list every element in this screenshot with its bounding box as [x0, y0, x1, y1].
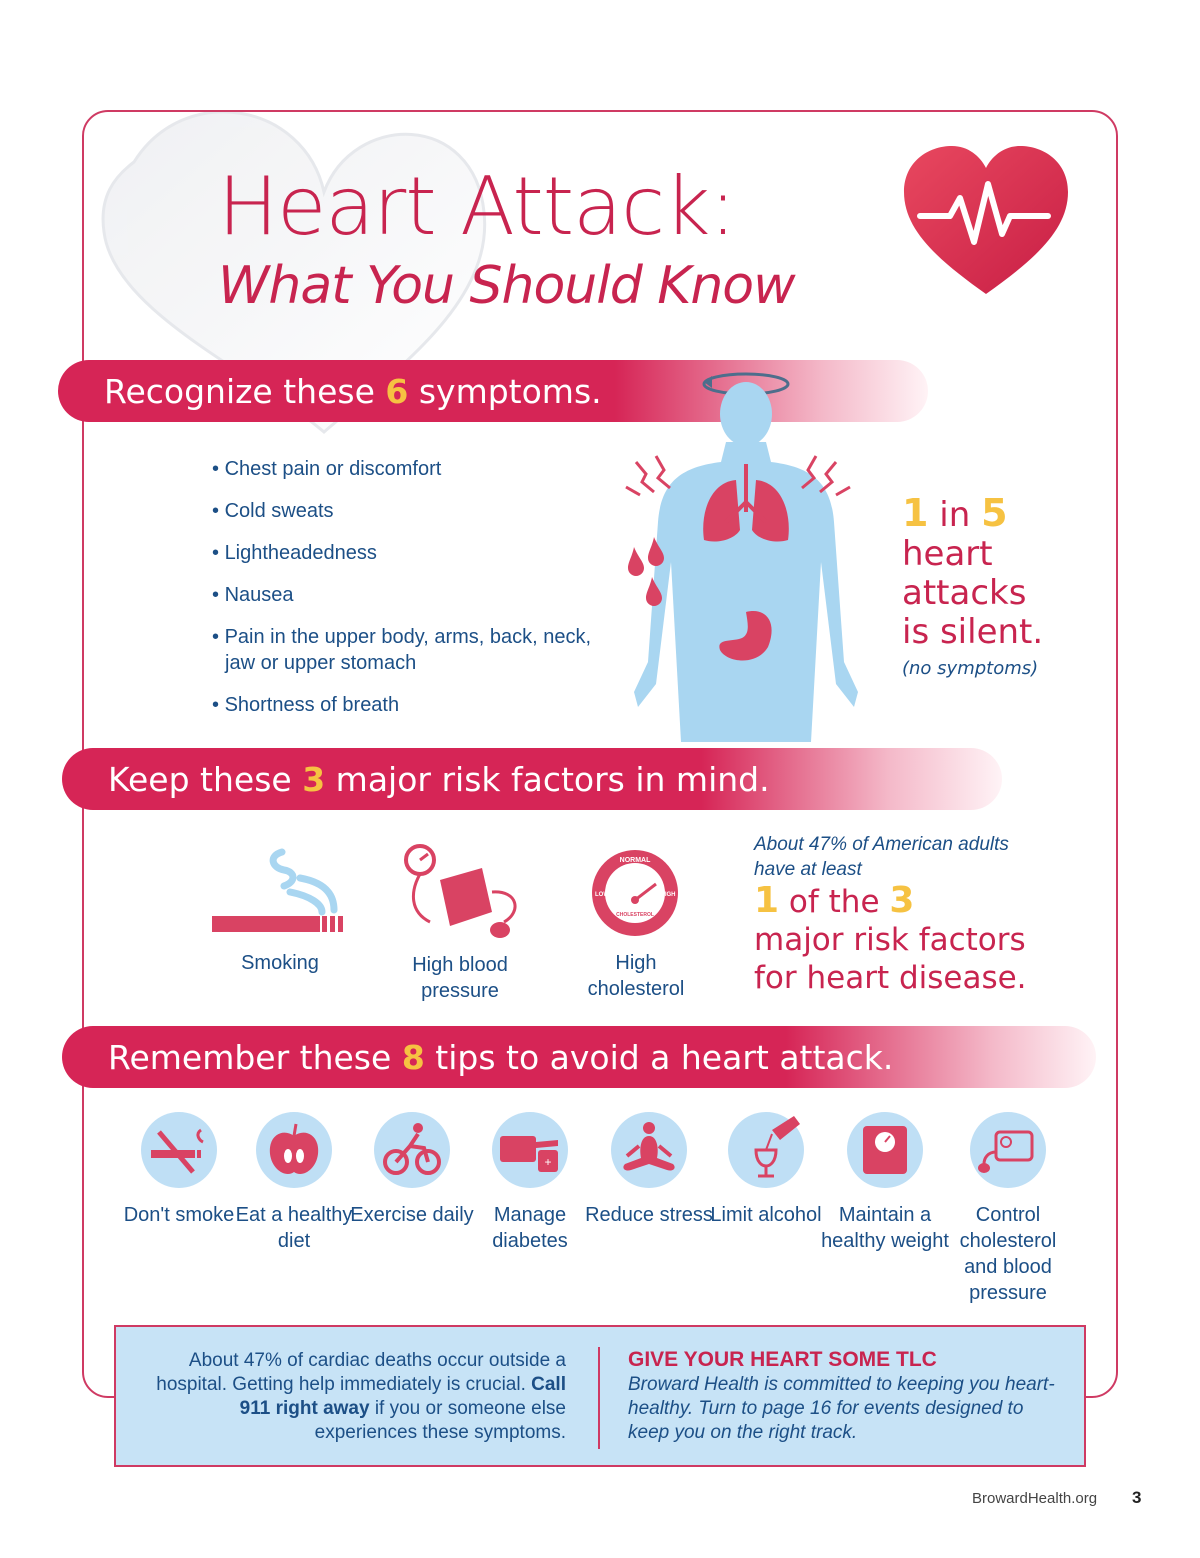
banner-text-pre: Recognize these	[104, 371, 375, 411]
website-url: BrowardHealth.org	[972, 1490, 1098, 1507]
stat-number-one: 1	[902, 491, 929, 535]
tips-banner	[62, 1026, 1096, 1088]
heartbeat-heart-icon	[898, 142, 1074, 302]
apple-icon	[256, 1112, 332, 1188]
blood-pressure-cuff-icon	[970, 1112, 1046, 1188]
divider	[598, 1347, 600, 1449]
banner-number: 8	[401, 1037, 425, 1077]
tip-label: Don't smoke	[123, 1204, 235, 1226]
symptoms-list	[212, 456, 592, 734]
call-911-emphasis: Call 911 right away	[239, 1374, 566, 1419]
callout-box	[114, 1325, 1086, 1467]
stat-intro: About 47% of American adults have at least	[754, 834, 1009, 880]
risk-factor-label: High blood pressure	[412, 954, 508, 1002]
tip-label: Reduce stress	[585, 1204, 713, 1226]
stat-line: heart	[902, 534, 993, 574]
stat-number-five: 5	[981, 491, 1008, 535]
gauge-right-label: HIGH	[660, 892, 676, 898]
gauge-top-label: NORMAL	[619, 857, 651, 864]
page-number: 3	[1132, 1488, 1142, 1507]
glucose-meter-icon	[492, 1112, 568, 1188]
tip-item	[820, 1112, 950, 1254]
page-subtitle: What You Should Know	[218, 256, 795, 316]
silent-heart-attack-stat	[902, 491, 1044, 679]
stat-number-one: 1	[754, 880, 780, 921]
symptom-item: • Chest pain or discomfort	[212, 456, 592, 482]
stat-line: for heart disease.	[754, 960, 1027, 996]
risk-factor-stat	[754, 832, 1044, 997]
banner-text-post: tips to avoid a heart attack.	[435, 1037, 894, 1077]
tlc-heading: GIVE YOUR HEART SOME TLC	[628, 1348, 937, 1371]
tip-item	[701, 1112, 831, 1228]
svg-text:+: +	[544, 1155, 552, 1169]
page-title: Heart Attack:	[218, 160, 736, 253]
tip-item	[347, 1112, 477, 1228]
symptom-item: • Cold sweats	[212, 498, 592, 524]
blood-pressure-icon	[400, 842, 526, 942]
wine-pour-icon	[728, 1112, 804, 1188]
tip-label: Eat a healthy diet	[235, 1204, 353, 1252]
tip-item	[114, 1112, 244, 1228]
tlc-text: Broward Health is committed to keeping you heart-healthy. Turn to page 16 for events designed to keep you on the right track.	[628, 1374, 1055, 1443]
stat-note: (no symptoms)	[902, 658, 1039, 679]
emergency-callout	[140, 1349, 566, 1445]
tip-label: Exercise daily	[350, 1204, 474, 1226]
cyclist-icon	[374, 1112, 450, 1188]
callout-text: if you or someone else experiences these symptoms.	[314, 1398, 566, 1443]
stat-number-three: 3	[889, 880, 915, 921]
tip-label: Limit alcohol	[710, 1204, 822, 1226]
banner-number: 3	[302, 759, 326, 799]
banner-text-post: symptoms.	[418, 371, 602, 411]
cholesterol-gauge-icon	[590, 848, 680, 938]
risk-factors-banner	[62, 748, 1002, 810]
no-smoking-icon	[141, 1112, 217, 1188]
symptom-item: • Nausea	[212, 582, 592, 608]
stat-line: attacks	[902, 573, 1027, 613]
banner-text-pre: Remember these	[108, 1037, 392, 1077]
symptom-item: • Pain in the upper body, arms, back, neck, jaw or upper stomach	[212, 624, 592, 676]
stat-in: in	[939, 495, 971, 535]
scale-icon	[847, 1112, 923, 1188]
banner-text-post: major risk factors in mind.	[335, 759, 770, 799]
risk-factor-label: High cholesterol	[587, 952, 685, 1000]
tip-label: Maintain a healthy weight	[821, 1204, 949, 1252]
banner-text-pre: Keep these	[108, 759, 292, 799]
tip-item	[584, 1112, 714, 1228]
callout-text: About 47% of cardiac deaths occur outside a hospital. Getting help immediately is crucial.	[156, 1350, 566, 1395]
human-body-icon	[596, 362, 896, 742]
stat-line: is silent.	[902, 612, 1044, 652]
tip-label: Control cholesterol and blood pressure	[959, 1204, 1057, 1304]
tip-item	[229, 1112, 359, 1254]
symptom-item: • Shortness of breath	[212, 692, 592, 718]
symptom-item: • Lightheadedness	[212, 540, 592, 566]
gauge-left-label: LOW	[595, 892, 609, 898]
meditation-icon	[611, 1112, 687, 1188]
tip-item	[465, 1112, 595, 1254]
cigarette-icon	[210, 848, 346, 938]
tlc-callout	[628, 1347, 1068, 1445]
risk-factor-label: Smoking	[241, 952, 319, 974]
stat-line: major risk factors	[754, 922, 1026, 958]
banner-number: 6	[385, 371, 409, 411]
tip-label: Manage diabetes	[492, 1204, 568, 1252]
stat-of-the: of the	[788, 884, 880, 920]
tip-item	[943, 1112, 1073, 1306]
gauge-bottom-label: CHOLESTEROL	[616, 912, 654, 918]
